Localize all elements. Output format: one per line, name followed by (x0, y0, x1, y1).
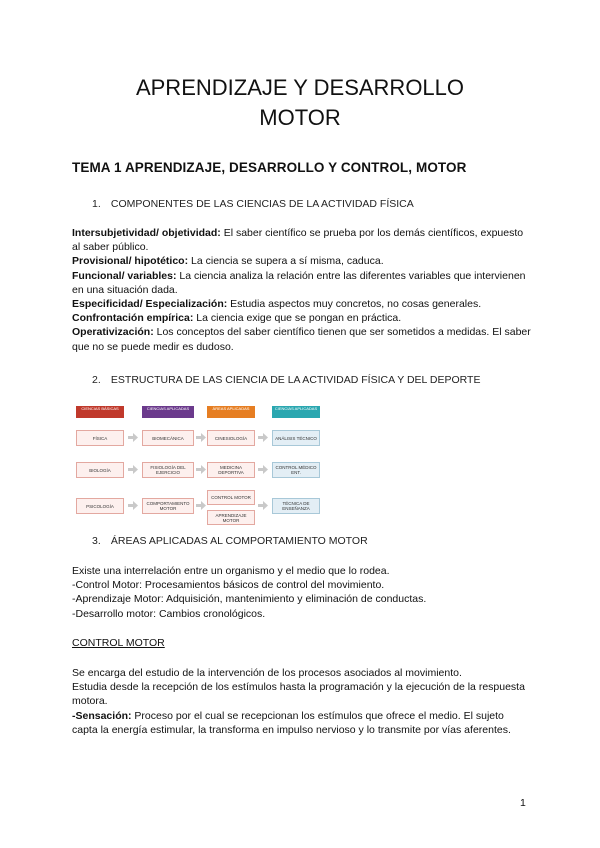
diagram-header: ÁREAS APLICADAS (207, 406, 255, 418)
section-label: COMPONENTES DE LAS CIENCIAS DE LA ACTIVIDAD FÍSICA (110, 198, 414, 210)
diagram-box: BIOMECÁNICA (142, 430, 194, 446)
section-number: 3. (92, 535, 101, 547)
arrow-right-icon (258, 501, 268, 510)
component-item: Confrontación empírica: La ciencia exige que se pongan en práctica. (72, 312, 402, 325)
sensacion-paragraph: -Sensación: Proceso por el cual se recepcionan los estímulos que ofrece el medio. El sujeto capta la energía estimular, la transforma en impulso nervioso y lo transmite por vías aferentes. (72, 709, 511, 736)
title-line-2: MOTOR (259, 105, 341, 130)
diagram-header: CIENCIAS APLICADAS (142, 406, 194, 418)
diagram-box: TÉCNICA DE ENSEÑANZA (272, 498, 320, 514)
title-line-1: APRENDIZAJE Y DESARROLLO (135, 75, 465, 100)
arrow-right-icon (258, 465, 268, 474)
diagram-box: PSICOLOGÍA (76, 498, 124, 514)
control-motor-heading: CONTROL MOTOR (72, 637, 165, 649)
components-list (72, 226, 532, 354)
section-number: 1. (92, 198, 101, 210)
text-line: -Control Motor: Procesamientos básicos de control del movimiento. (72, 579, 385, 592)
diagram-box: FÍSICA (76, 430, 124, 446)
text-line: Existe una interrelación entre un organismo y el medio que lo rodea. (72, 565, 390, 577)
arrow-right-icon (196, 433, 206, 442)
page-number: 1 (520, 797, 526, 809)
section-label: ESTRUCTURA DE LAS CIENCIA DE LA ACTIVIDAD FÍSICA Y DEL DEPORTE (110, 374, 481, 386)
diagram-header: CIENCIAS APLICADAS (272, 406, 320, 418)
section-2-heading (92, 374, 480, 386)
section-3-heading (92, 535, 368, 547)
section-1-heading (92, 198, 414, 210)
arrow-right-icon (196, 501, 206, 510)
diagram-box: CONTROL MÉDICO ENT. (272, 462, 320, 478)
component-item: Funcional/ variables: La ciencia analiza la relación entre las diferentes variables que intervienen en una situación dada. (72, 269, 526, 296)
component-item: Intersubjetividad/ objetividad: El saber científico se prueba por los demás científicos, expuesto al saber público. (72, 227, 524, 254)
document-title (0, 73, 600, 133)
section-number: 2. (92, 374, 101, 386)
structure-diagram (76, 406, 320, 528)
diagram-box: APRENDIZAJE MOTOR (207, 510, 255, 525)
text-line: Se encarga del estudio de la intervención de los procesos asociados al movimiento. (72, 667, 462, 679)
diagram-box: ANÁLISIS TÉCNICO (272, 430, 320, 446)
diagram-box: CONTROL MOTOR (207, 490, 255, 505)
text-line: -Desarrollo motor: Cambios cronológicos. (72, 607, 266, 620)
component-item: Operativización: Los conceptos del saber científico tienen que ser sometidos a medidas. El saber que no se puede medir es dudoso. (72, 326, 531, 353)
arrow-right-icon (196, 465, 206, 474)
arrow-right-icon (258, 433, 268, 442)
diagram-box: BIOLOGÍA (76, 462, 124, 478)
control-motor-body (72, 666, 532, 737)
arrow-right-icon (128, 433, 138, 442)
section-label: ÁREAS APLICADAS AL COMPORTAMIENTO MOTOR (110, 535, 368, 547)
text-line: -Aprendizaje Motor: Adquisición, mantenimiento y eliminación de conductas. (72, 593, 427, 606)
tema-heading: TEMA 1 APRENDIZAJE, DESARROLLO Y CONTROL, MOTOR (72, 160, 467, 175)
component-item: Provisional/ hipotético: La ciencia se supera a sí misma, caduca. (72, 255, 384, 268)
arrow-right-icon (128, 465, 138, 474)
diagram-box: MEDICINA DEPORTIVA (207, 462, 255, 478)
diagram-box: FISIOLOGÍA DEL EJERCICIO (142, 462, 194, 478)
diagram-header: CIENCIAS BÁSICAS (76, 406, 124, 418)
areas-paragraph (72, 564, 532, 621)
diagram-box: COMPORTAMIENTO MOTOR (142, 498, 194, 514)
arrow-right-icon (128, 501, 138, 510)
text-line: Estudia desde la recepción de los estímulos hasta la programación y la ejecución de la respuesta motora. (72, 681, 525, 708)
diagram-box: CINESIOLOGÍA (207, 430, 255, 446)
component-item: Especificidad/ Especialización: Estudia aspectos muy concretos, no cosas generales. (72, 298, 482, 311)
